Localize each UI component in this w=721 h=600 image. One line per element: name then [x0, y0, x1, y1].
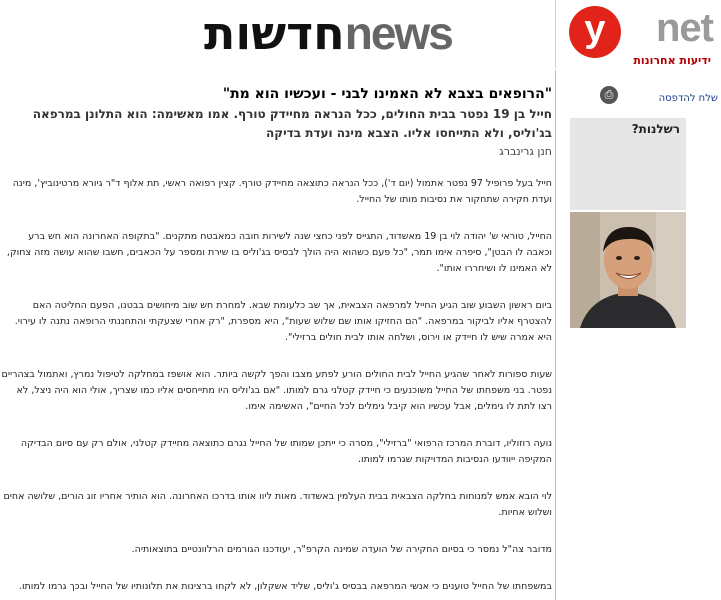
article-sidebar — [560, 80, 721, 600]
ynet-logo[interactable] — [563, 4, 713, 68]
article-subhead: חייל בן 19 נפטר בבית החולים, ככל הנראה מחיידק טורף. אמו מאשימה: הוא התלונן במרפאה בג'וליס, ולא התייחסו אליו. הצבא מינה ועדת בדיקה — [32, 107, 552, 140]
article-paragraph: ביום ראשון השבוע שוב הגיע החייל למרפאה הצבאית, אך שב כלעומת שבא. למחרת חש שוב מיחושים בבטנו, הפעם החליטה האם להצטרף אליו לביקור במרפאה. "הם החזיקו אותו שם שלוש שעות", היא מספרת, "רק אחרי שצעקתי והתחננתי הרופאה נתנה לו עירוי. היא אמרה שיש לו חיידק או וירוס, ושלחה אותו לבית חולים ברזילי". — [14, 300, 552, 343]
print-button[interactable] — [600, 86, 718, 108]
comments-box[interactable] — [570, 118, 686, 210]
section-title-english: news — [344, 7, 452, 59]
section-title-hebrew: חדשות — [204, 6, 345, 60]
article-paragraph: חייל בעל פרופיל 97 נפטר אתמול (יום ד'), ככל הנראה כתוצאה מחיידק טורף. קצין רפואה ראשי, תת אלוף ד"ר גיורא מרטינוביץ', מינה ועדת חקירה שתחקור את נסיבות מותו של החייל. — [12, 178, 552, 205]
soldier-photo — [570, 212, 686, 328]
article-paragraph: מדובר צה"ל נמסר כי בסיום החקירה של הועדה שמינה הקרפ"ר, יעודכנו הגורמים הרלוונטיים בתוצאותיה. — [131, 544, 552, 555]
article-paragraph: לוי הובא אמש למנוחות בחלקה הצבאית בבית העלמין באשדוד. מאות ליוו אותו בדרכו האחרונה. הוא הותיר אחריו זוג הורים, שלושה אחים ושלוש אחיות. — [3, 491, 552, 518]
print-link-label[interactable]: שלח להדפסה — [658, 93, 718, 104]
logo-tagline: ידיעות אחרונות — [633, 54, 711, 67]
portrait-image — [570, 212, 686, 328]
comments-title[interactable]: רשלנות? — [631, 122, 680, 136]
column-divider — [555, 70, 556, 600]
header-divider — [555, 0, 556, 68]
article-paragraph: החייל, טוראי ש' יהודה לוי בן 19 מאשדוד, התגייס לפני כחצי שנה לשירות חובה כמאבטח מתקנים. "בתקופה האחרונה הוא חש ברע וכאבה לו הבטן", סיפרה אימו תמר, "כל פעם כשהוא היה הולך לבסיס בג'וליס בו שירת ומספר על הכאבים, חשבו שהוא עושה מזה צחוק, לא האמינו לו ושיחררו אותו". — [6, 231, 552, 274]
article-paragraph: נועה רוזוליו, דוברת המרכז הרפואי "ברזילי", מסרה כי ייתכן שמותו של החייל נגרם כתוצאה מחיידק קטלני, אולם רק עם סיום הבדיקה המקיפה ייוודעו הנסיבות המדויקות שגרמו למותו. — [20, 438, 552, 465]
article-column — [0, 80, 552, 600]
site-header — [0, 0, 721, 70]
article-author: חנן גרינברג — [499, 145, 552, 158]
article-paragraph: במשפחתו של החייל טוענים כי אנשי המרפאה בבסיס ג'וליס, שליד אשקלון, לא לקחו ברצינות את תלונותיו של החייל ובכך גרמו למותו. — [18, 581, 552, 592]
logo-y-circle: y — [569, 6, 621, 58]
printer-icon[interactable]: ⎙ — [600, 86, 618, 104]
article-headline: "הרופאים בצבא לא האמינו לבני - ועכשיו הוא מת" — [222, 86, 552, 102]
article-paragraph: שעות ספורות לאחר שהגיע החייל לבית החולים הורע לפתע מצבו והפך לקשה ביותר. הוא אושפז במחלקה לטיפול נמרץ, ואתמול בצהריים נפטר. בני משפחתו של החייל משוכנעים כי חיידק קטלני גרם למותו. "אם בג'וליס היו מתייחסים אליו כמו שצריך, אולי הוא היה ניצל, לא רצו לתת לו גימלים, אבל עכשיו הוא קיבל גימלים לכל החיים", האשימה אימו. — [1, 369, 552, 412]
section-banner[interactable] — [204, 6, 452, 62]
article-body — [0, 176, 552, 595]
logo-net-text: net — [656, 6, 713, 50]
